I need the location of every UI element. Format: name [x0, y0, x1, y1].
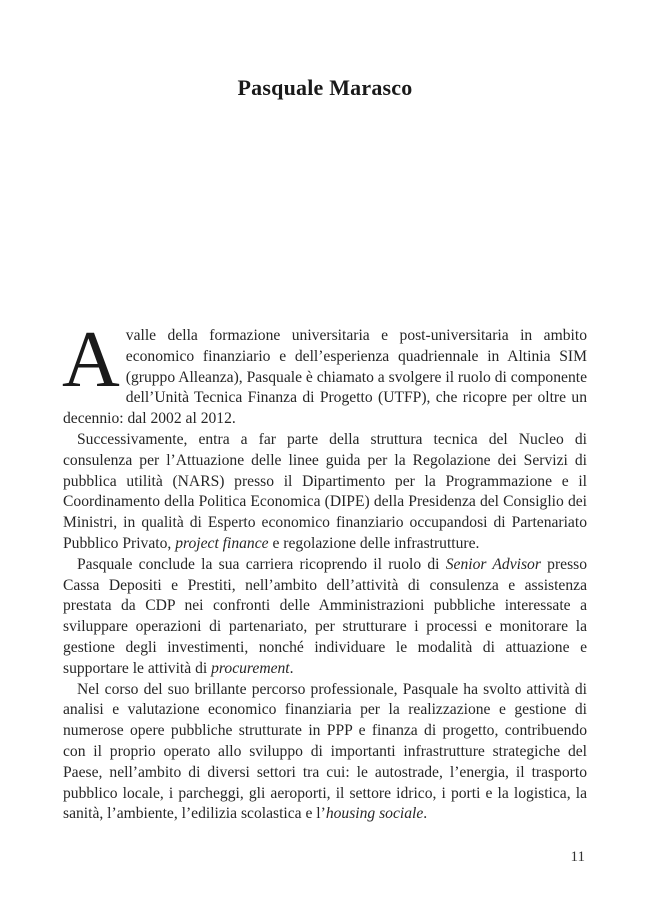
paragraph-4-text-b: . [423, 805, 428, 823]
paragraph-2-text-a: Successivamente, entra a far parte della struttura tecnica del Nucleo di consulenza per l’Attuazione delle linee guida per la Regolazione dei Servizi di pubblica utilità (NARS) presso il Dipartimento per la Programmazione e il Coordinamento della Politica Economica (DIPE) della Presidenza del Consiglio dei Ministri, in qualità di Esperto economico finanziario occupandosi di Partenariato Pubblico Privato, [63, 430, 587, 552]
paragraph-2 [63, 430, 587, 555]
paragraph-1 [62, 316, 587, 430]
biography-text [62, 316, 588, 825]
drop-cap: A [62, 316, 120, 404]
paragraph-3-italic-term-a: Senior Advisor [445, 555, 541, 573]
paragraph-4-text-a: Nel corso del suo brillante percorso professionale, Pasquale ha svolto attività di analisi e valutazione economico finanziaria per la realizzazione e gestione di numerose opere pubbliche strutturate in PPP e finanza di progetto, contribuendo con il proprio operato allo sviluppo di importanti infrastrutture strategiche del Paese, nell’ambito di diversi settori tra cui: le autostrade, l’energia, il trasporto pubblico locale, i parcheggi, gli aeroporti, il settore idrico, i porti e la logistica, la sanità, l’ambiente, l’edilizia scolastica e l’ [63, 680, 587, 823]
paragraph-2-italic-term: project finance [175, 534, 269, 552]
paragraph-3-italic-term-b: procurement [211, 659, 290, 677]
paragraph-3-text-b: presso Cassa Depositi e Prestiti, nell’ambito dell’attività di consulenza e assistenza prestata da CDP nei confronti delle Amministrazioni pubbliche interessate a sviluppare operazioni di partenariato, per strutturare i processi e monitorare la gestione degli investimenti, nonché individuare le modalità di attuazione e supportare le attività di [63, 555, 588, 677]
paragraph-4-italic-term: housing sociale [325, 805, 424, 823]
paragraph-3-text-a: Pasquale conclude la sua carriera ricoprendo il ruolo di [77, 555, 446, 573]
paragraph-1-text: valle della formazione universitaria e post-universitaria in ambito economico finanziario e dell’esperienza quadriennale in Altinia SIM (gruppo Alleanza), Pasquale è chiamato a svolgere il ruolo di componente dell’Unità Tecnica Finanza di Progetto (UTFP), che ricopre per oltre un decennio: dal 2002 al 2012. [63, 327, 587, 428]
paragraph-3 [63, 555, 587, 680]
page-number: 11 [570, 849, 585, 865]
paragraph-3-text-c: . [289, 659, 294, 677]
paragraph-4 [63, 680, 587, 826]
paragraph-2-text-b: e regolazione delle infrastrutture. [268, 534, 480, 552]
page-title: Pasquale Marasco [237, 74, 413, 100]
